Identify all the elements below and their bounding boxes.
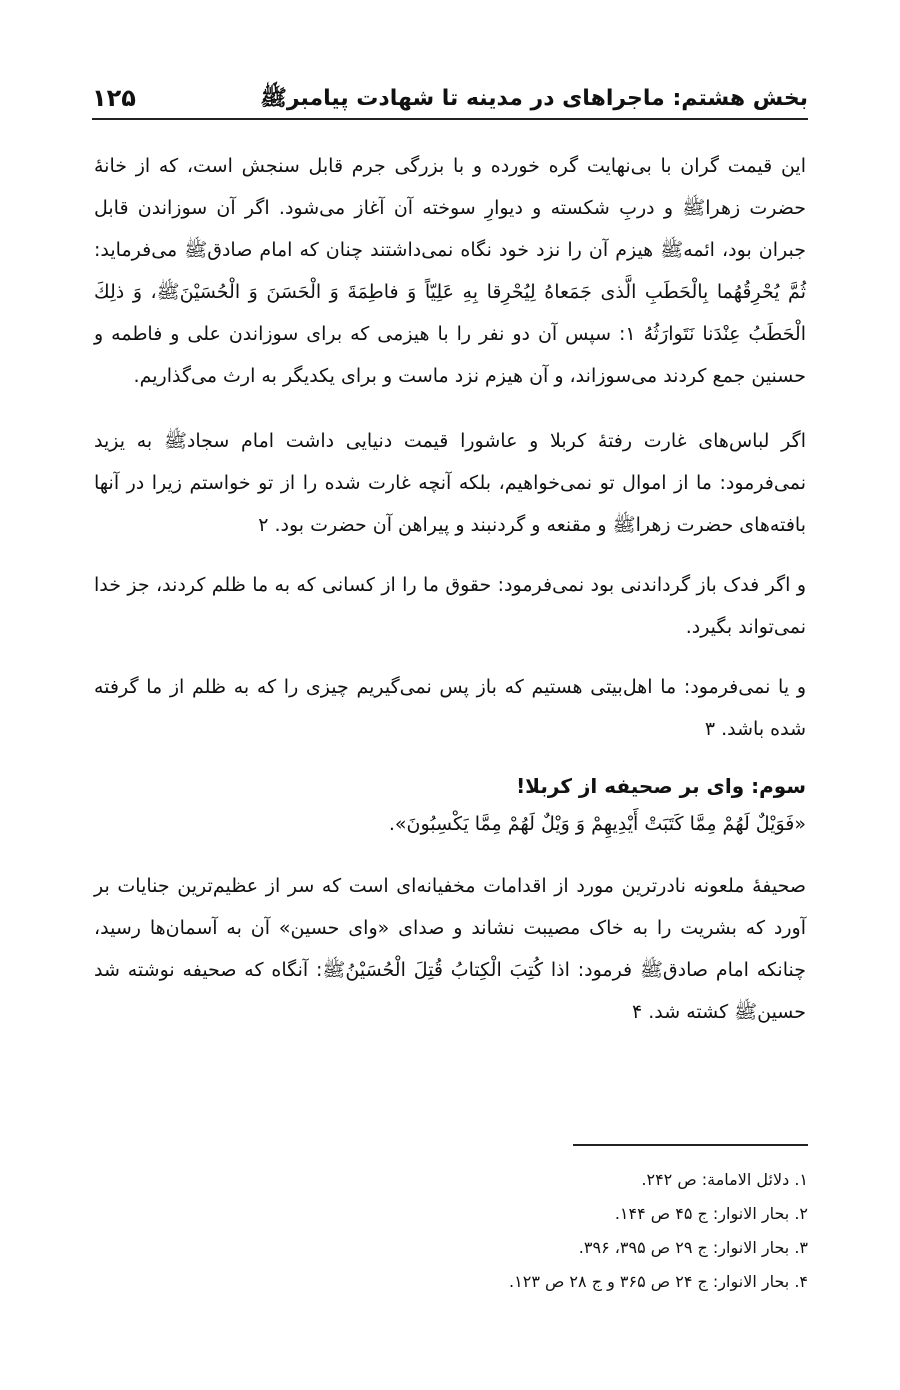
quran-quote: «فَوَيْلٌ لَهُمْ مِمَّا كَتَبَتْ أَيْدِيهِمْ وَ وَيْلٌ لَهُمْ مِمَّا يَكْسِبُونَ». — [388, 813, 806, 835]
footnote-2: ۲. بحار الانوار: ج ۴۵ ص ۱۴۴. — [614, 1204, 808, 1223]
main-text — [94, 145, 806, 1056]
footnote-3: ۳. بحار الانوار: ج ۲۹ ص ۳۹۵، ۳۹۶. — [578, 1238, 808, 1257]
paragraph-3: و اگر فدک باز گرداندنی بود نمی‌فرمود: حقوق ما را از کسانی که به ما ظلم کردند، جز خدا نمی‌تواند بگیرد. — [94, 574, 806, 638]
page-header — [92, 72, 808, 120]
page-number: ۱۲۵ — [92, 84, 136, 112]
footnote-divider — [573, 1144, 808, 1146]
running-title: بخش هشتم: ماجراهای در مدینه تا شهادت پیامبرﷺ — [260, 86, 808, 111]
footnotes — [92, 1163, 808, 1299]
footnote-4: ۴. بحار الانوار: ج ۲۴ ص ۳۶۵ و ج ۲۸ ص ۱۲۳. — [509, 1272, 808, 1291]
paragraph-1: این قیمت گران با بی‌نهایت گره خورده و با بزرگی جرم قابل سنجش است، که از خانهٔ حضرت زهراﷺ و دربِ شکسته و دیوارِ سوخته آن آغاز می‌شود. اگر آن سوزاندن قابل جبران بود، ائمهﷺ هیزم آن را نزد خود نگاه نمی‌داشتند چنان که امام صادقﷺ می‌فرماید: ثُمَّ يُحْرِقُهُما بِالْحَطَبِ الَّذى جَمَعاهُ لِيُحْرِقا بِهِ عَلِيّاً وَ فاطِمَةَ وَ الْحَسَنَ وَ الْحُسَيْنَﷺ، وَ ذلِكَ الْحَطَبُ عِنْدَنا نَتَوارَثُهُ ۱: سپس آن دو نفر را با هیزمی که برای سوزاندن علی و فاطمه و حسنین جمع کردند می‌سوزاند، و آن هیزم نزد ماست و برای یکدیگر به ارث می‌گذاریم. — [94, 155, 806, 387]
section-title: سوم: وای بر صحیفه از کربلا! — [516, 774, 806, 798]
footnote-1: ۱. دلائل الامامة: ص ۲۴۲. — [641, 1170, 808, 1189]
section-paragraph: صحیفهٔ ملعونه نادرترین مورد از اقدامات مخفیانه‌ای است که سر از عظیم‌ترین جنایات بر آورد که بشریت را به خاک مصیبت نشاند و صدای «وای حسین» آن به آسمان‌ها رسید، چنانکه امام صادقﷺ فرمود: اذا كُتِبَ الْكِتابُ قُتِلَ الْحُسَيْنُﷺ: آنگاه که صحیفه نوشته شد حسینﷺ کشته شد. ۴ — [94, 875, 806, 1023]
paragraph-4: و یا نمی‌فرمود: ما اهل‌بیتی هستیم که باز پس نمی‌گیریم چیزی را که به ظلم از ما گرفته شده باشد. ۳ — [94, 676, 806, 740]
paragraph-2: اگر لباس‌های غارت رفتهٔ کربلا و عاشورا قیمت دنیایی داشت امام سجادﷺ به یزید نمی‌فرمود: ما از اموال تو نمی‌خواهیم، بلکه آنچه غارت شده را از تو خواستم زیرا در آنها بافته‌های حضرت زهراﷺ و مقنعه و گردنبند و پیراهن آن حضرت بود. ۲ — [94, 430, 806, 536]
